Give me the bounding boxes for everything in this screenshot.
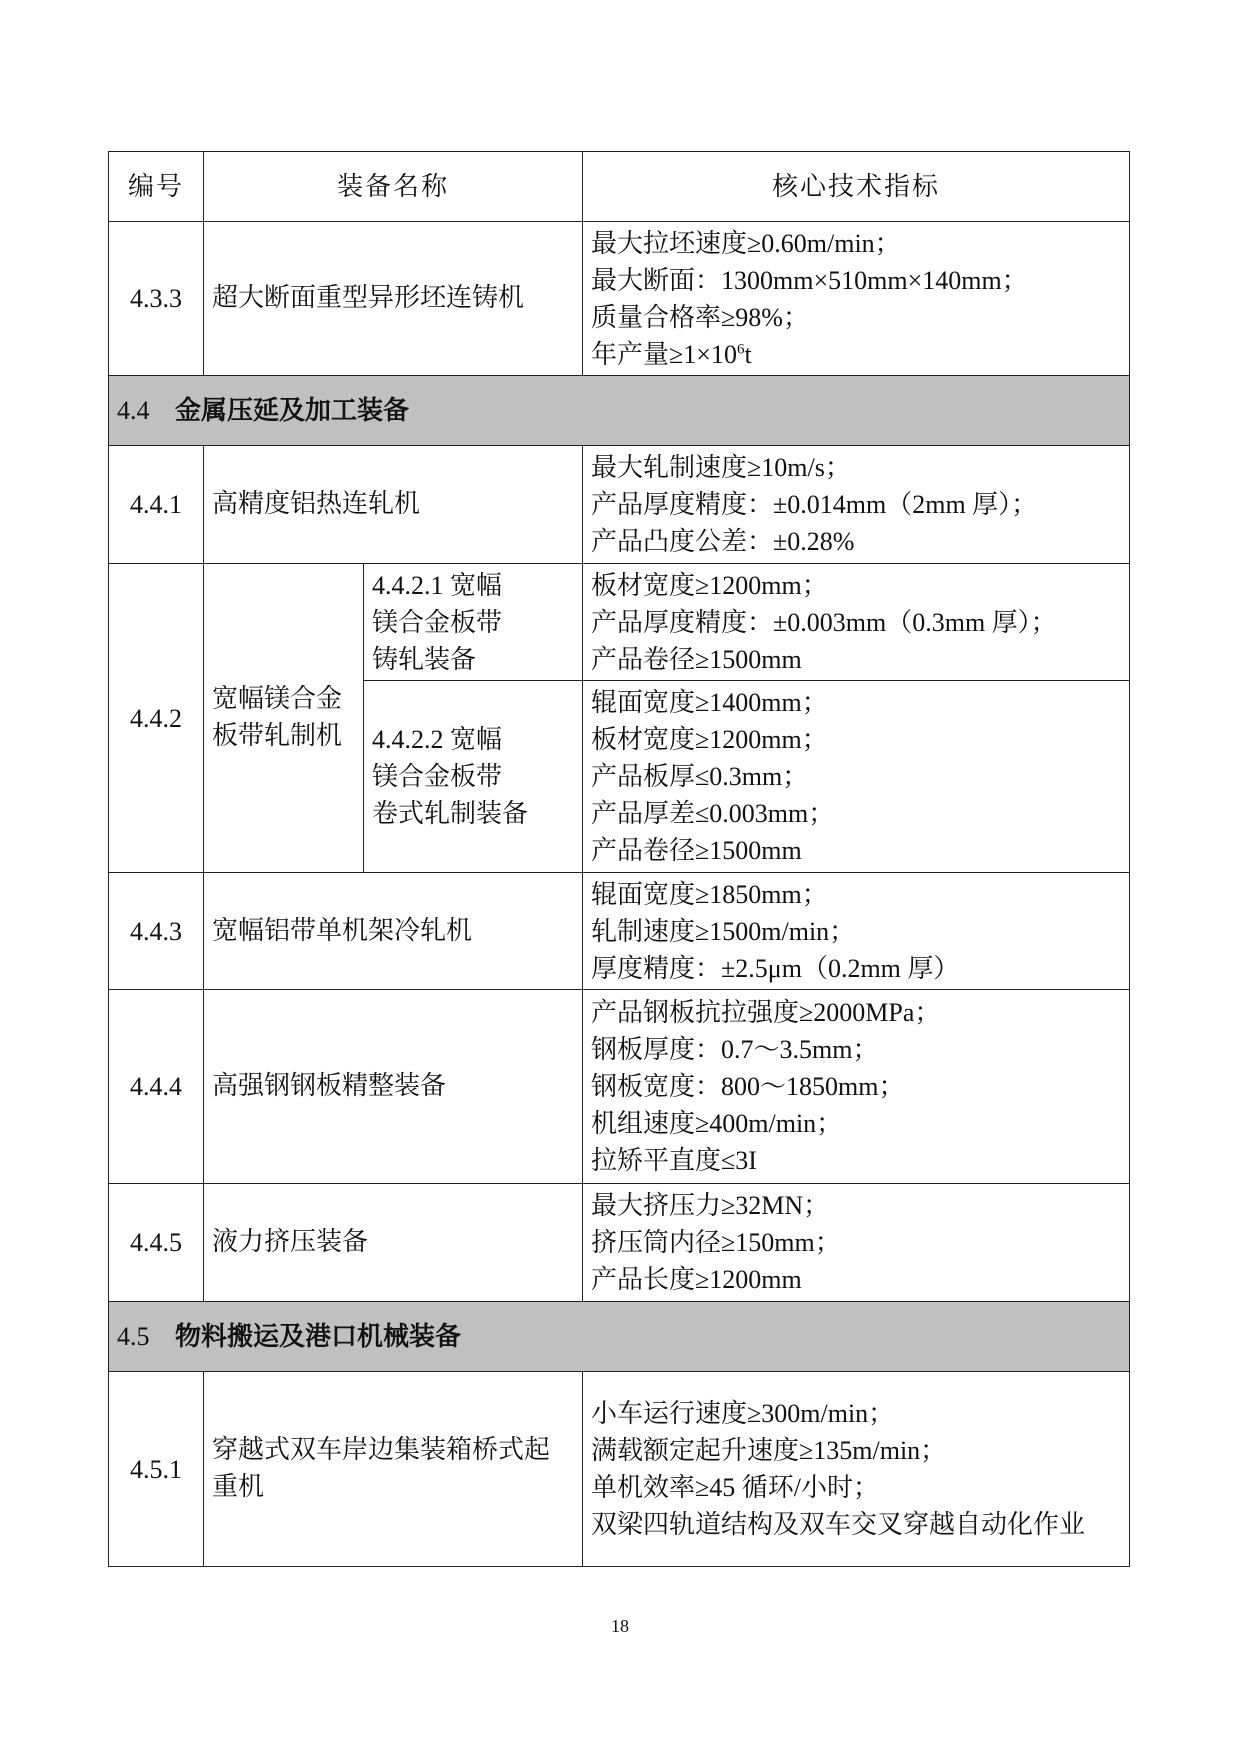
- section-number: 4.5: [117, 1321, 150, 1351]
- spec-line: 最大拉坯速度≥0.60m/min；: [591, 228, 901, 258]
- section-title: 物料搬运及港口机械装备: [175, 1321, 462, 1352]
- spec-line: 产品板厚≤0.3mm；: [591, 762, 809, 791]
- spec-line: 最大挤压力≥32MN；: [591, 1191, 830, 1220]
- table-row: [109, 873, 1130, 990]
- superscript: 6: [736, 340, 745, 357]
- row-specs: [583, 564, 1130, 681]
- row-specs: [583, 681, 1130, 873]
- spec-line: 产品长度≥1200mm: [591, 1265, 802, 1294]
- sub-item-name: [364, 564, 583, 681]
- spec-line: 最大断面：1300mm×510mm×140mm；: [591, 265, 1028, 295]
- spec-line: 辊面宽度≥1850mm；: [591, 879, 828, 909]
- table-row: [109, 564, 1130, 681]
- spec-line: 产品厚差≤0.003mm；: [591, 799, 835, 828]
- spec-line: 挤压筒内径≥150mm；: [591, 1228, 841, 1257]
- header-row: [109, 152, 1130, 222]
- spec-line: 满载额定起升速度≥135m/min；: [591, 1436, 947, 1465]
- row-specs: [583, 873, 1130, 990]
- spec-line: 质量合格率≥98%；: [591, 302, 809, 332]
- spec-line: 板材宽度≥1200mm；: [591, 725, 828, 754]
- spec-line: [591, 336, 1121, 373]
- spec-text: t: [744, 339, 752, 369]
- header-specs: 核心技术指标: [583, 152, 1130, 222]
- section-title: 金属压延及加工装备: [175, 395, 410, 426]
- sub-line: 卷式轧制装备: [372, 799, 529, 828]
- row-specs: [583, 1184, 1130, 1302]
- spec-line: 钢板厚度：0.7～3.5mm；: [591, 1035, 879, 1064]
- header-code: 编号: [109, 152, 204, 222]
- spec-line: 产品卷径≥1500mm: [591, 644, 802, 674]
- row-specs: [583, 990, 1130, 1184]
- row-specs: [583, 1372, 1130, 1567]
- spec-line: 产品厚度精度：±0.003mm（0.3mm 厚）；: [591, 607, 1057, 637]
- section-heading: [109, 1302, 1130, 1372]
- spec-line: 厚度精度：±2.5μm（0.2mm 厚）: [591, 953, 960, 983]
- row-name: 超大断面重型异形坯连铸机: [204, 222, 583, 376]
- spec-line: 双梁四轨道结构及双车交叉穿越自动化作业: [591, 1510, 1086, 1539]
- sub-line: 镁合金板带: [372, 607, 503, 637]
- spec-line: 钢板宽度：800～1850mm；: [591, 1072, 905, 1101]
- row-code: 4.4.4: [109, 990, 204, 1184]
- spec-line: 机组速度≥400m/min；: [591, 1109, 843, 1138]
- spec-line: 拉矫平直度≤3I: [591, 1146, 757, 1175]
- row-code: 4.4.2: [109, 564, 204, 873]
- spec-table: [108, 151, 1130, 1567]
- spec-line: 辊面宽度≥1400mm；: [591, 688, 828, 717]
- row-name: 穿越式双车岸边集装箱桥式起重机: [204, 1372, 583, 1567]
- row-code: 4.4.3: [109, 873, 204, 990]
- section-row: [109, 376, 1130, 446]
- sub-line: 铸轧装备: [372, 644, 477, 674]
- row-specs: [583, 446, 1130, 564]
- spec-text: 年产量≥1×10: [591, 339, 737, 369]
- row-specs: [583, 222, 1130, 376]
- sub-line: 4.4.2.1 宽幅: [372, 570, 503, 600]
- section-heading: [109, 376, 1130, 446]
- row-code: 4.5.1: [109, 1372, 204, 1567]
- spec-line: 轧制速度≥1500m/min；: [591, 916, 856, 946]
- table-row: [109, 446, 1130, 564]
- sub-line: 镁合金板带: [372, 762, 503, 791]
- section-row: [109, 1302, 1130, 1372]
- spec-line: 小车运行速度≥300m/min；: [591, 1399, 895, 1428]
- spec-line: 最大轧制速度≥10m/s；: [591, 453, 851, 482]
- row-name: 宽幅铝带单机架冷轧机: [204, 873, 583, 990]
- table-row: [109, 990, 1130, 1184]
- row-code: 4.4.1: [109, 446, 204, 564]
- spec-line: 产品厚度精度：±0.014mm（2mm 厚）；: [591, 490, 1038, 519]
- row-name: 液力挤压装备: [204, 1184, 583, 1302]
- table-row: [109, 222, 1130, 376]
- sub-item-name: [364, 681, 583, 873]
- spec-line: 产品卷径≥1500mm: [591, 836, 802, 865]
- spec-line: 产品凸度公差：±0.28%: [591, 527, 855, 556]
- table-row: [109, 1184, 1130, 1302]
- page-number: 18: [611, 1616, 629, 1636]
- section-number: 4.4: [117, 395, 150, 425]
- sub-line: 4.4.2.2 宽幅: [372, 725, 503, 754]
- table-row: [109, 1372, 1130, 1567]
- row-name: 高强钢钢板精整装备: [204, 990, 583, 1184]
- row-name: 高精度铝热连轧机: [204, 446, 583, 564]
- spec-line: 单机效率≥45 循环/小时；: [591, 1473, 880, 1502]
- spec-line: 产品钢板抗拉强度≥2000MPa；: [591, 998, 941, 1027]
- row-code: 4.3.3: [109, 222, 204, 376]
- header-name: 装备名称: [204, 152, 583, 222]
- row-name: 宽幅镁合金板带轧制机: [204, 564, 364, 873]
- row-code: 4.4.5: [109, 1184, 204, 1302]
- spec-line: 板材宽度≥1200mm；: [591, 570, 828, 600]
